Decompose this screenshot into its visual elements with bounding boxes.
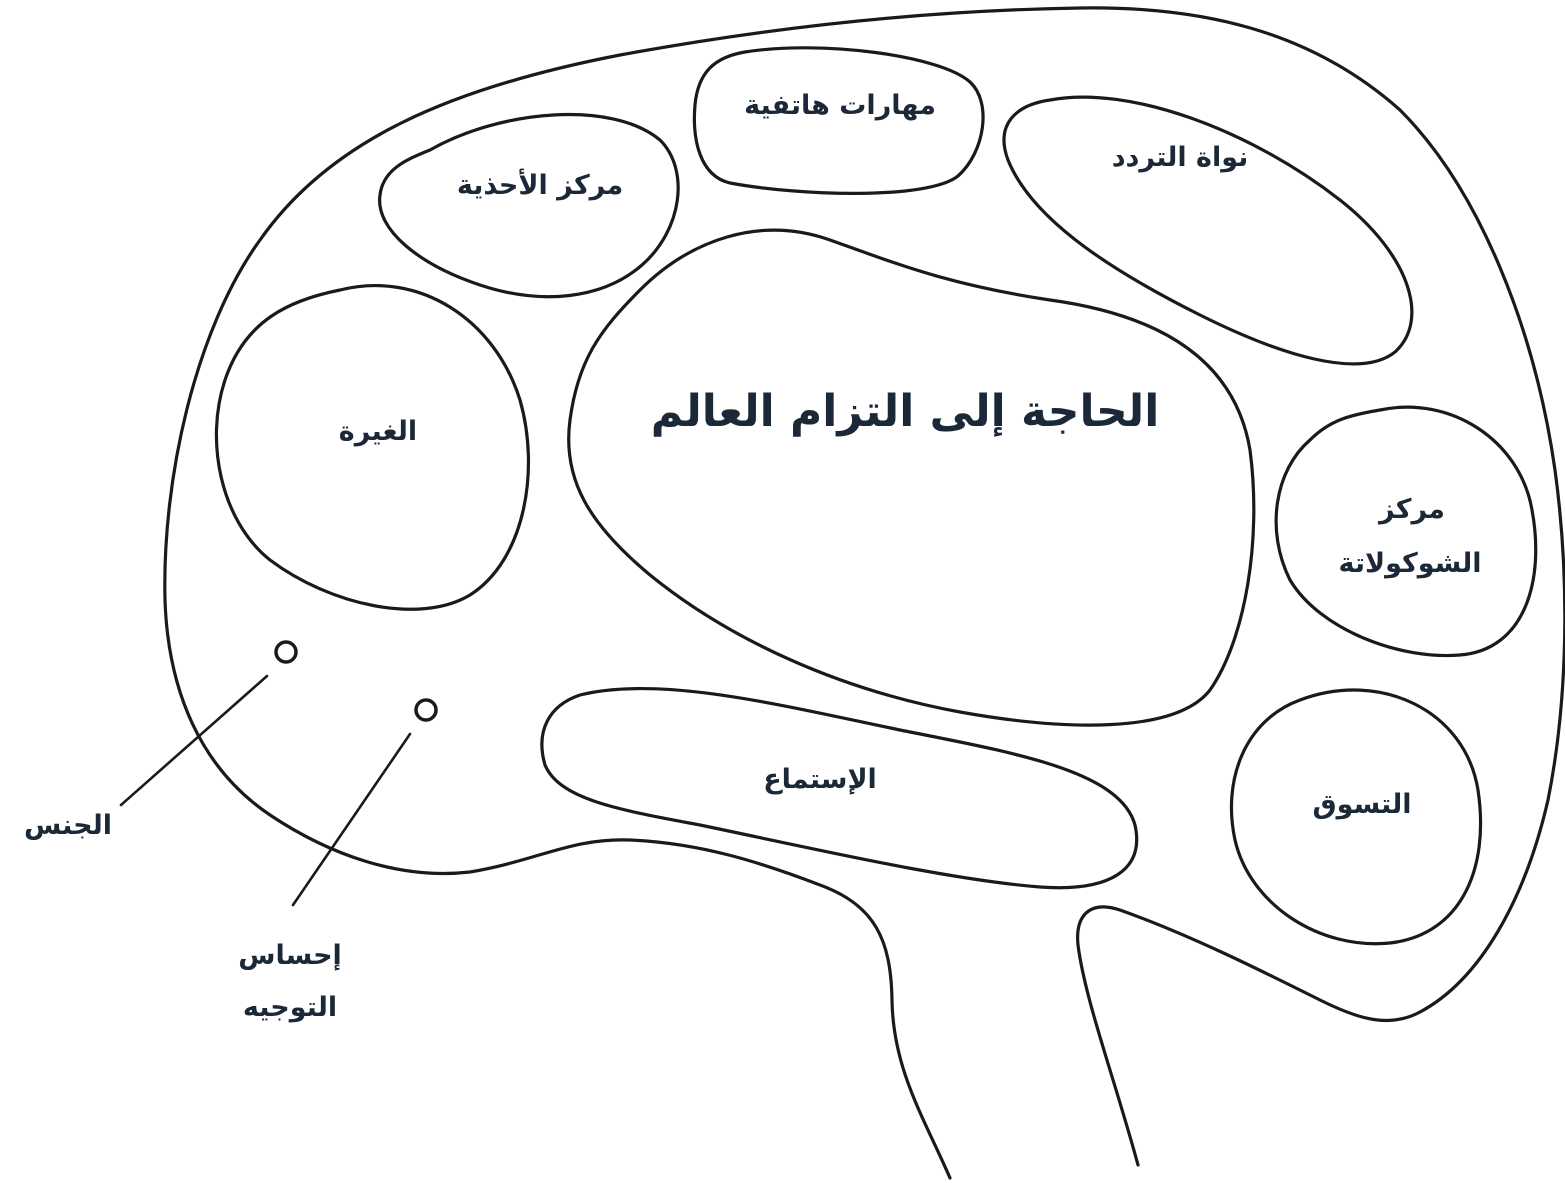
region-phone-skills [694,48,983,194]
pointer-dot [276,642,296,662]
region-label: مهارات هاتفية [744,90,936,121]
region-shape [380,115,679,297]
region-label: نواة التردد [1111,142,1249,173]
region-label: الحاجة إلى التزام العالم [650,386,1160,437]
region-label: مركز الأحذية [456,170,624,201]
region-shape [1276,407,1536,655]
leader-line [121,676,267,805]
region-chocolate-center [1276,407,1536,655]
region-commitment-need [569,230,1254,725]
pointer-dot [416,700,436,720]
pointer-label: التوجيه [242,992,338,1023]
pointer-sense-of-direction [238,700,436,1023]
pointer-label: الجنس [23,810,113,841]
region-label: مركز [1378,494,1446,525]
region-shopping [1231,690,1480,944]
region-shoe-center [380,115,679,297]
region-shape [569,230,1254,725]
region-shape [216,286,528,610]
region-jealousy [216,286,528,610]
pointer-sex [24,642,296,841]
leader-line [293,734,410,905]
region-label: الشوكولاتة [1338,548,1482,579]
region-label: التسوق [1312,789,1412,820]
region-label: الغيرة [338,416,418,447]
pointer-label: إحساس [238,940,342,971]
region-label: الإستماع [763,764,877,795]
